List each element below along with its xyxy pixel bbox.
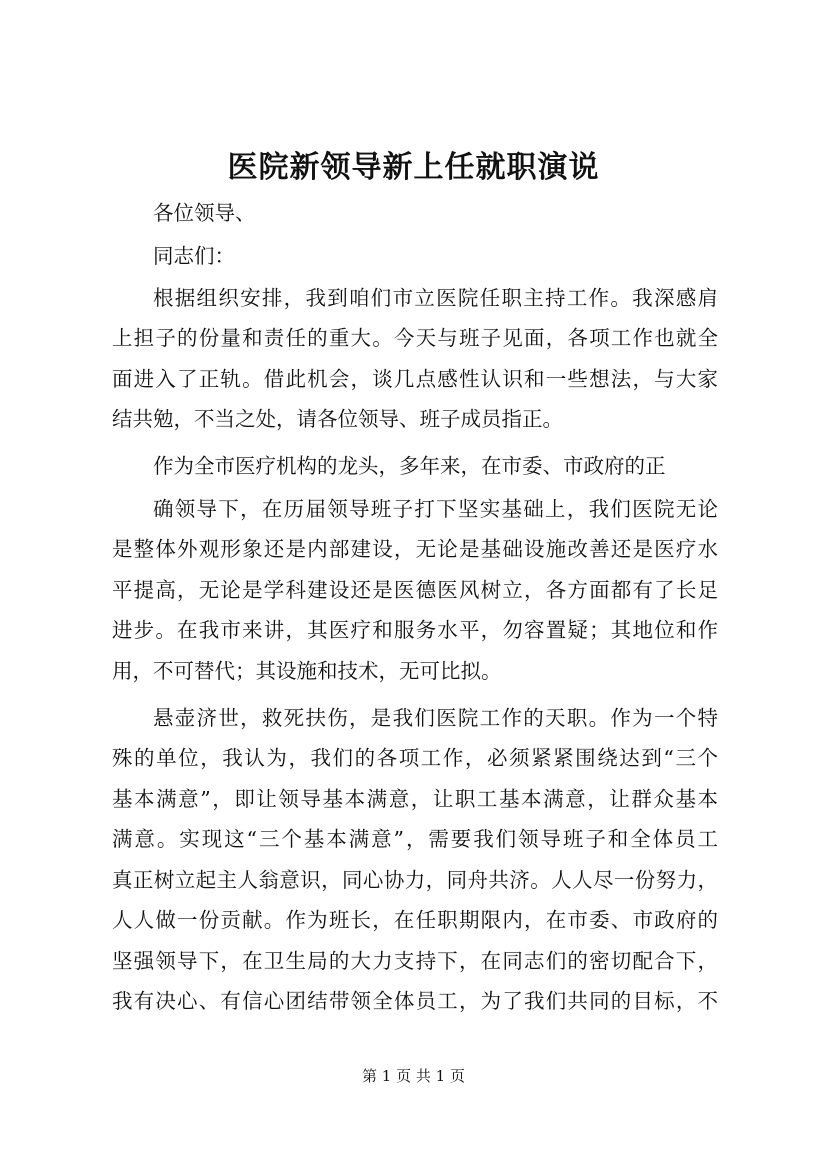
page-number: 第 1 页 共 1 页 <box>362 1067 465 1085</box>
text-line: 平提高，无论是学科建设还是医德医风树立，各方面都有了长足 <box>112 578 718 602</box>
text-line: 满意。实现这“三个基本满意”，需要我们领导班子和全体员工 <box>112 827 718 851</box>
text-line: 基本满意”，即让领导基本满意，让职工基本满意，让群众基本 <box>112 787 718 811</box>
text-line: 我有决心、有信心团结带领全体员工，为了我们共同的目标，不 <box>112 989 718 1013</box>
text-line: 悬壶济世，救死扶伤，是我们医院工作的天职。作为一个特 <box>153 706 718 730</box>
text-line: 坚强领导下，在卫生局的大力支持下，在同志们的密切配合下， <box>112 949 718 973</box>
text-line: 面进入了正轨。借此机会，谈几点感性认识和一些想法，与大家 <box>112 367 718 391</box>
text-line: 确领导下，在历届领导班子打下坚实基础上，我们医院无论 <box>153 497 718 521</box>
text-line: 进步。在我市来讲，其医疗和服务水平，勿容置疑；其地位和作 <box>112 618 718 642</box>
text-line: 殊的单位，我认为，我们的各项工作，必须紧紧围绕达到“三个 <box>112 746 718 770</box>
text-line: 作为全市医疗机构的龙头，多年来，在市委、市政府的正 <box>153 454 666 478</box>
text-line: 人人做一份贡献。作为班长，在任职期限内，在市委、市政府的 <box>112 908 718 932</box>
salutation-line: 同志们： <box>153 244 235 268</box>
text-line: 真正树立起主人翁意识，同心协力，同舟共济。人人尽一份努力， <box>112 868 718 892</box>
text-line: 结共勉，不当之处，请各位领导、班子成员指正。 <box>112 407 563 431</box>
salutation-line: 各位领导、 <box>153 201 256 225</box>
document-title: 医院新领导新上任就职演说 <box>227 150 600 185</box>
text-line: 是整体外观形象还是内部建设，无论是基础设施改善还是医疗水 <box>112 537 718 561</box>
text-line: 上担子的份量和责任的重大。今天与班子见面，各项工作也就全 <box>112 326 718 350</box>
text-line: 用，不可替代；其设施和技术，无可比拟。 <box>112 659 502 683</box>
text-line: 根据组织安排，我到咱们市立医院任职主持工作。我深感肩 <box>153 286 718 310</box>
